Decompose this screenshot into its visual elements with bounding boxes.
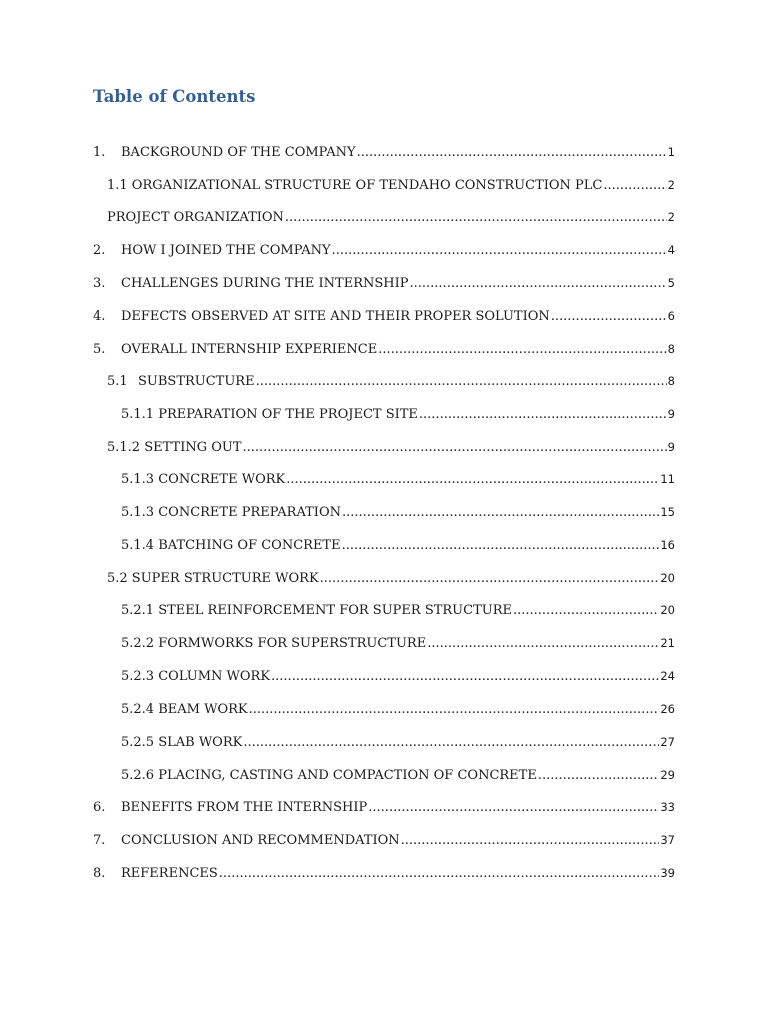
toc-dot-leader: [342, 504, 659, 522]
toc-entry-number: 3.: [93, 276, 106, 291]
toc-entry-label: PROJECT ORGANIZATION: [107, 210, 284, 225]
toc-entry-label: CHALLENGES DURING THE INTERNSHIP: [121, 276, 409, 291]
toc-entry-label: 5.2.3 COLUMN WORK: [121, 669, 271, 684]
toc-entry-page-number: 8: [667, 374, 675, 388]
toc-entry-page-number: 4: [667, 243, 675, 257]
toc-entry[interactable]: [93, 831, 675, 849]
toc-entry[interactable]: [93, 143, 675, 161]
toc-entry-page-number: 39: [660, 866, 675, 880]
toc-entry-page-number: 9: [667, 407, 675, 421]
toc-entry-page-number: 2: [667, 178, 675, 192]
toc-entry-label: 5.1.2 SETTING OUT: [107, 440, 242, 455]
toc-entry-page-number: 11: [660, 472, 675, 486]
toc-entry-page-number: 2: [667, 210, 675, 224]
toc-dot-leader: [271, 668, 659, 686]
toc-entry-label: 5.1.1 PREPARATION OF THE PROJECT SITE: [121, 407, 418, 422]
toc-dot-leader: [285, 209, 667, 227]
toc-entry[interactable]: [121, 601, 675, 619]
toc-entry-page-number: 27: [660, 735, 675, 749]
toc-entry[interactable]: [121, 634, 675, 652]
toc-entry[interactable]: [107, 569, 675, 587]
toc-entry-page-number: 6: [667, 309, 675, 323]
toc-dot-leader: [538, 767, 660, 785]
toc-entry-label: BACKGROUND OF THE COMPANY: [121, 145, 356, 160]
toc-entry-number: 8.: [93, 866, 106, 881]
toc-title: Table of Contents: [93, 87, 256, 106]
toc-entry-page-number: 33: [660, 800, 675, 814]
toc-entry-page-number: 20: [660, 603, 675, 617]
toc-entry-label: CONCLUSION AND RECOMMENDATION: [121, 833, 400, 848]
toc-entry-label: DEFECTS OBSERVED AT SITE AND THEIR PROPER SOLUTION: [121, 309, 550, 324]
toc-entry-page-number: 16: [660, 538, 675, 552]
toc-entry[interactable]: [121, 733, 675, 751]
toc-dot-leader: [243, 439, 667, 457]
toc-dot-leader: [219, 865, 660, 883]
toc-entry-label: 5.2.4 BEAM WORK: [121, 702, 248, 717]
toc-entry-page-number: 20: [660, 571, 675, 585]
toc-dot-leader: [243, 734, 659, 752]
toc-entry[interactable]: [93, 241, 675, 259]
toc-entry[interactable]: [93, 274, 675, 292]
toc-dot-leader: [256, 373, 667, 391]
toc-entry-page-number: 21: [660, 636, 675, 650]
toc-entry[interactable]: [107, 372, 675, 390]
toc-entry-label: 5.2.5 SLAB WORK: [121, 735, 243, 750]
toc-entry-number: 5.1: [107, 374, 128, 389]
toc-entry-number: 5.: [93, 342, 106, 357]
toc-entry-label: 5.1.4 BATCHING OF CONCRETE: [121, 538, 341, 553]
toc-entry[interactable]: [121, 405, 675, 423]
toc-dot-leader: [249, 701, 660, 719]
toc-entry-number: 1.: [93, 145, 106, 160]
toc-entry-page-number: 29: [660, 768, 675, 782]
toc-entry[interactable]: [93, 307, 675, 325]
toc-entry[interactable]: [121, 766, 675, 784]
toc-dot-leader: [551, 308, 667, 326]
toc-dot-leader: [342, 537, 660, 555]
toc-entry[interactable]: [93, 798, 675, 816]
toc-entry-label: 5.1.3 CONCRETE PREPARATION: [121, 505, 341, 520]
toc-entry-number: 2.: [93, 243, 106, 258]
toc-dot-leader: [332, 242, 667, 260]
toc-entry[interactable]: [93, 340, 675, 358]
toc-entry-page-number: 24: [660, 669, 675, 683]
toc-dot-leader: [603, 177, 666, 195]
toc-entry-page-number: 8: [667, 342, 675, 356]
toc-dot-leader: [513, 602, 659, 620]
toc-entry-number: 6.: [93, 800, 106, 815]
toc-dot-leader: [419, 406, 667, 424]
toc-dot-leader: [357, 144, 667, 162]
toc-dot-leader: [427, 635, 659, 653]
toc-entry[interactable]: [121, 667, 675, 685]
toc-entry-page-number: 26: [660, 702, 675, 716]
toc-entry-label: 1.1 ORGANIZATIONAL STRUCTURE OF TENDAHO CONSTRUCTION PLC: [107, 178, 603, 193]
toc-entry[interactable]: [107, 208, 675, 226]
toc-dot-leader: [401, 832, 660, 850]
toc-entry-label: SUBSTRUCTURE: [138, 374, 255, 389]
toc-entry-label: 5.2.1 STEEL REINFORCEMENT FOR SUPER STRUCTURE: [121, 603, 512, 618]
toc-entry[interactable]: [107, 438, 675, 456]
toc-entry[interactable]: [107, 176, 675, 194]
toc-entry-label: 5.2 SUPER STRUCTURE WORK: [107, 571, 319, 586]
toc-entry-label: HOW I JOINED THE COMPANY: [121, 243, 331, 258]
toc-entry-number: 4.: [93, 309, 106, 324]
toc-entry[interactable]: [121, 470, 675, 488]
toc-entry-page-number: 37: [660, 833, 675, 847]
toc-entry-number: 7.: [93, 833, 106, 848]
toc-entry[interactable]: [121, 503, 675, 521]
toc-dot-leader: [410, 275, 667, 293]
toc-entry-label: REFERENCES: [121, 866, 218, 881]
toc-dot-leader: [320, 570, 660, 588]
toc-entry-label: 5.1.3 CONCRETE WORK: [121, 472, 286, 487]
toc-dot-leader: [286, 471, 659, 489]
toc-entry[interactable]: [121, 536, 675, 554]
toc-dot-leader: [368, 799, 659, 817]
toc-entry-page-number: 5: [667, 276, 675, 290]
toc-entry-label: 5.2.2 FORMWORKS FOR SUPERSTRUCTURE: [121, 636, 427, 651]
toc-entry-label: OVERALL INTERNSHIP EXPERIENCE: [121, 342, 378, 357]
toc-dot-leader: [378, 341, 666, 359]
toc-entry[interactable]: [93, 864, 675, 882]
toc-entry-label: BENEFITS FROM THE INTERNSHIP: [121, 800, 368, 815]
toc-entry-label: 5.2.6 PLACING, CASTING AND COMPACTION OF CONCRETE: [121, 768, 537, 783]
toc-entry-page-number: 15: [660, 505, 675, 519]
toc-entry-page-number: 9: [667, 440, 675, 454]
toc-entry-page-number: 1: [667, 145, 675, 159]
toc-entry[interactable]: [121, 700, 675, 718]
